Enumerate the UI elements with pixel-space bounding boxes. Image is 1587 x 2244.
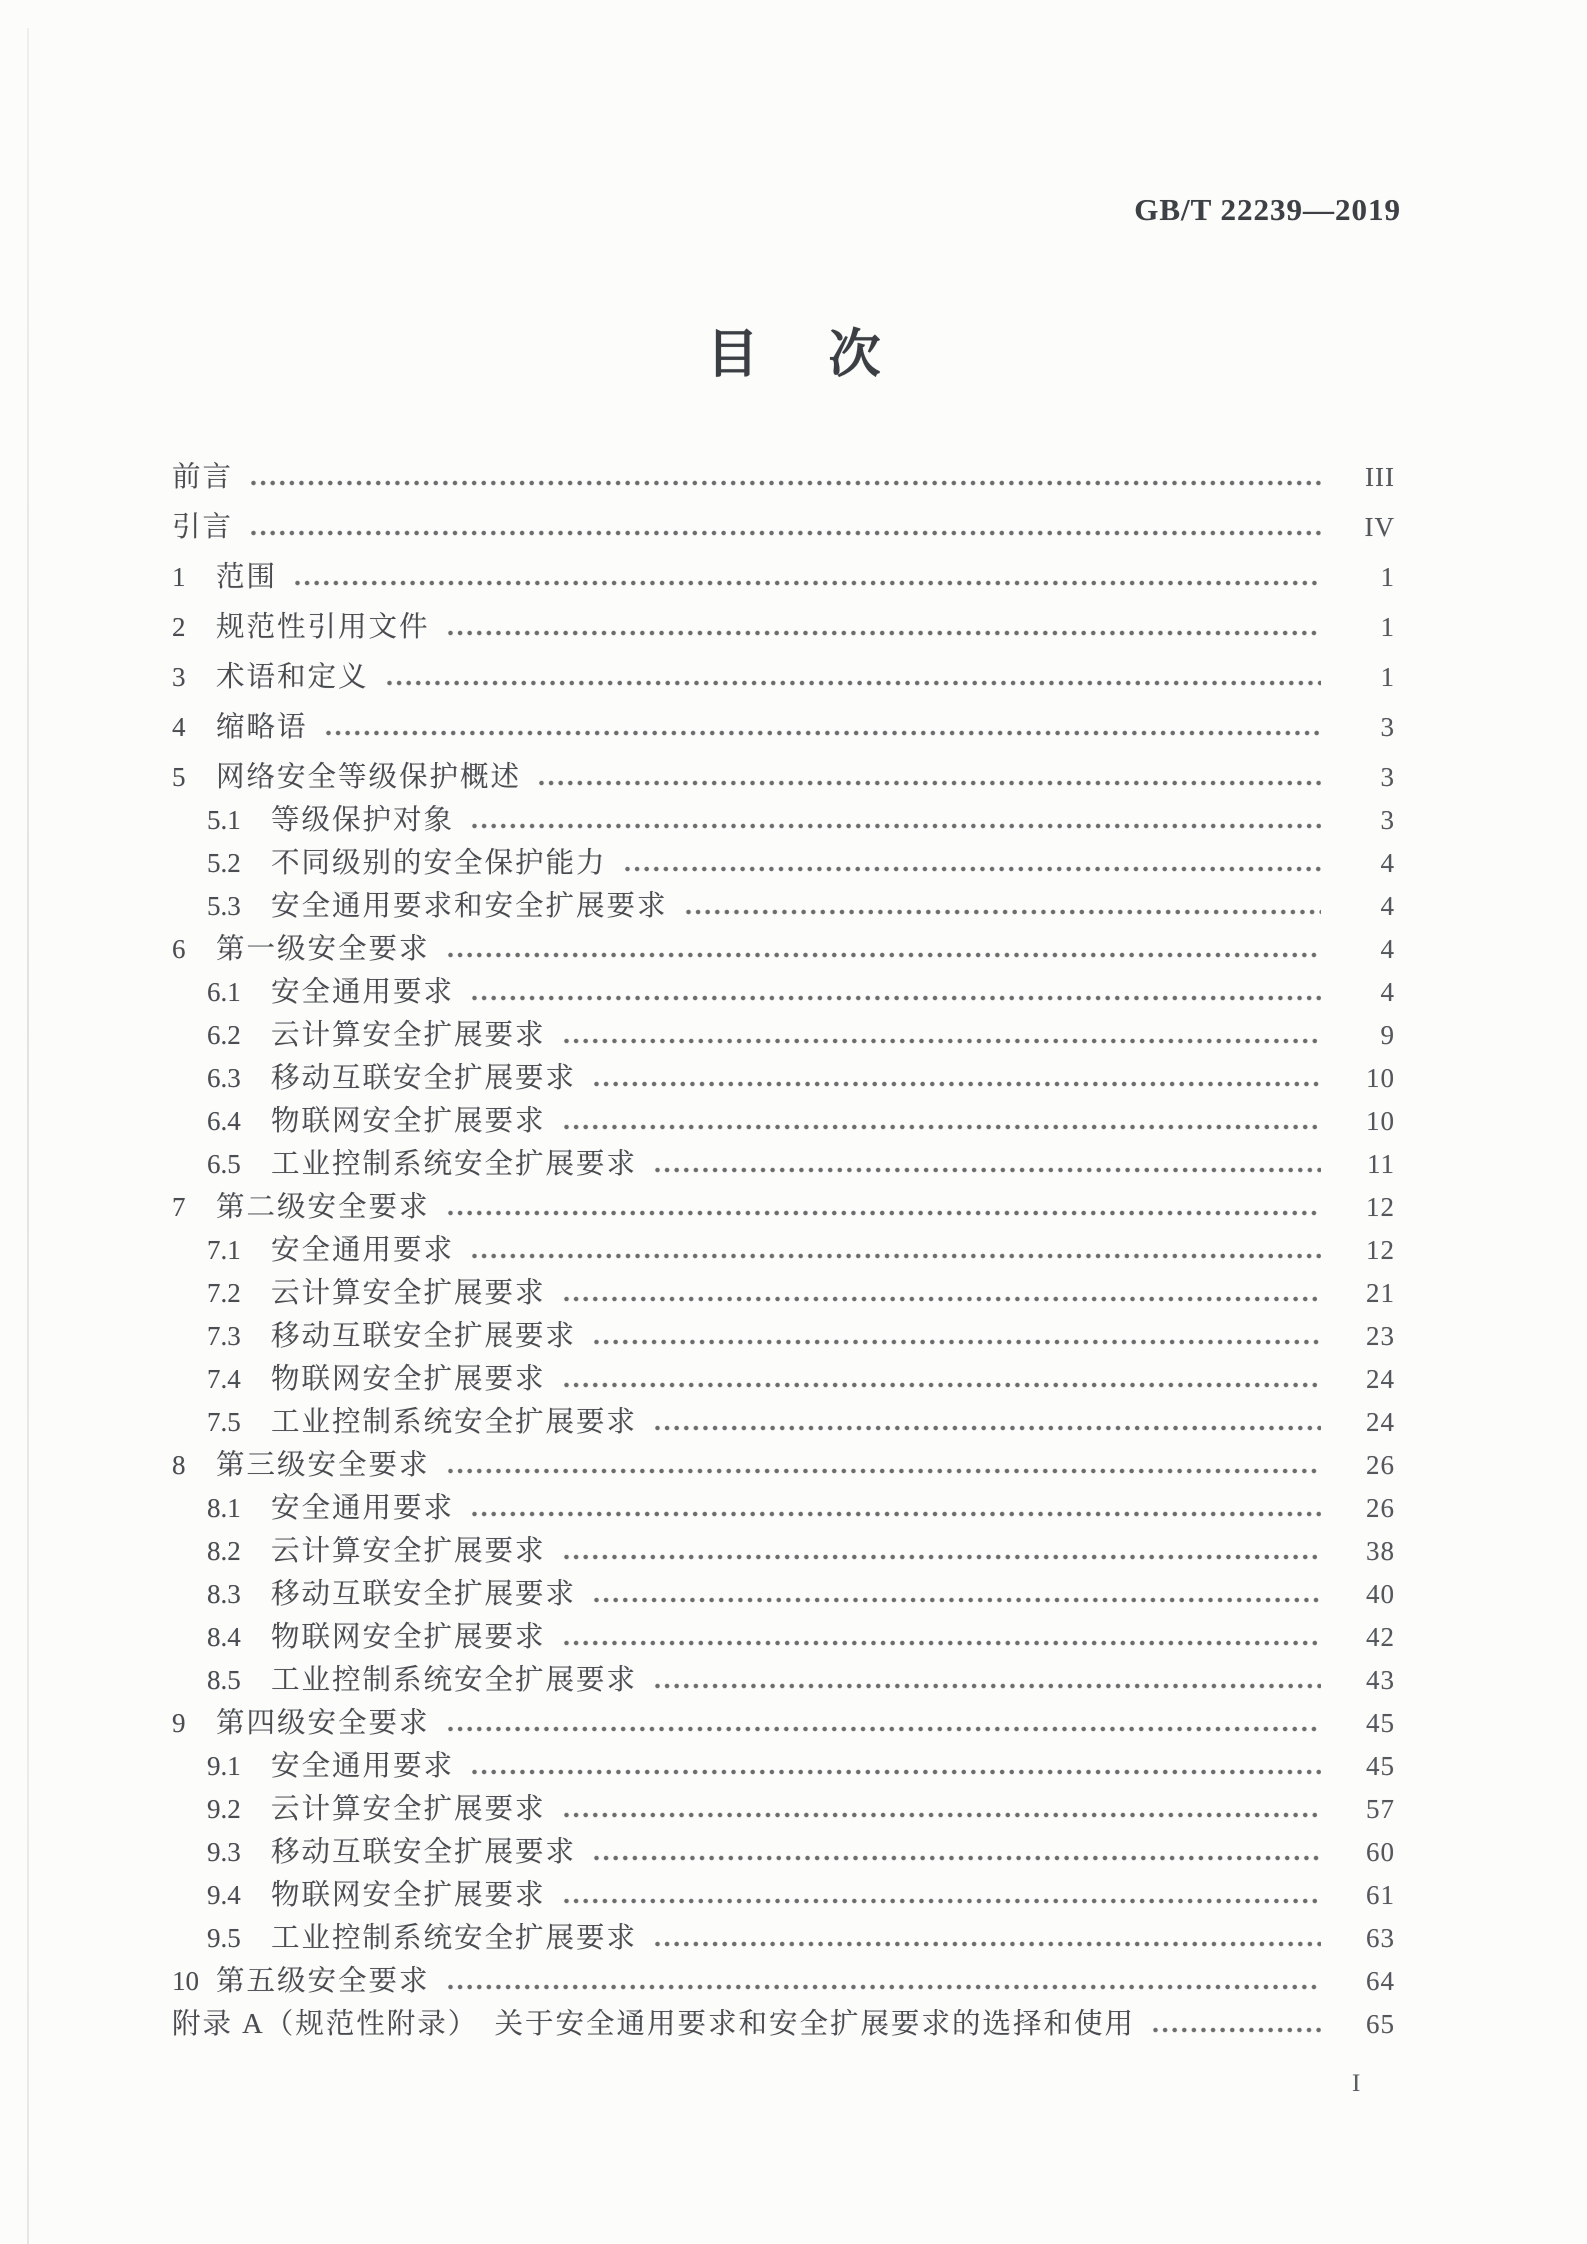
toc-leader-dots	[562, 1035, 1321, 1047]
toc-entry-label: 引言	[172, 512, 234, 543]
toc-entry-number: 9	[172, 1708, 186, 1738]
toc-entry	[172, 977, 1395, 1008]
toc-entry-label: 范围	[216, 562, 278, 593]
toc-leader-dots	[537, 777, 1321, 789]
toc-entry-label: 前言	[172, 462, 234, 493]
toc-entry-page: 3	[1380, 712, 1395, 742]
toc-entry	[172, 562, 1395, 593]
toc-entry-label: 安全通用要求和安全扩展要求	[271, 891, 668, 922]
toc-entry-label: 物联网安全扩展要求	[271, 1880, 546, 1911]
toc-entry-label: 第二级安全要求	[216, 1192, 430, 1223]
toc-entry	[172, 762, 1395, 793]
toc-entry-number: 6.1	[207, 977, 241, 1007]
toc-leader-dots	[249, 477, 1321, 489]
toc-entry	[172, 1665, 1395, 1696]
toc-entry-page: 43	[1366, 1665, 1395, 1695]
toc-entry-number: 9.5	[207, 1923, 241, 1953]
toc-entry	[172, 512, 1395, 543]
toc-entry	[172, 612, 1395, 643]
toc-entry-number: 7.4	[207, 1364, 241, 1394]
toc-entry	[172, 1579, 1395, 1610]
toc-entry-number: 3	[172, 662, 186, 692]
toc-entry	[172, 1536, 1395, 1567]
toc-entry-page: 1	[1380, 662, 1395, 692]
toc-entry	[172, 891, 1395, 922]
toc-leader-dots	[562, 1809, 1321, 1821]
toc-leader-dots	[684, 906, 1321, 918]
toc-entry-number: 10	[172, 1966, 199, 1996]
toc-leader-dots	[470, 1508, 1321, 1520]
toc-entry-page: 24	[1366, 1407, 1395, 1437]
toc-entry-page: 4	[1380, 977, 1395, 1007]
toc-entry-label: 云计算安全扩展要求	[271, 1278, 546, 1309]
toc-entry-number: 7	[172, 1192, 186, 1222]
toc-entry-label: 第一级安全要求	[216, 934, 430, 965]
toc-entry-number: 5.1	[207, 805, 241, 835]
toc-entry-label: 第四级安全要求	[216, 1708, 430, 1739]
toc-entry	[172, 805, 1395, 836]
toc-leader-dots	[653, 1680, 1321, 1692]
toc-entry-number: 9.3	[207, 1837, 241, 1867]
toc-leader-dots	[446, 949, 1321, 961]
toc-entry-page: 60	[1366, 1837, 1395, 1867]
toc-entry	[172, 1278, 1395, 1309]
toc-leader-dots	[592, 1078, 1321, 1090]
toc-entry-page: 11	[1367, 1149, 1395, 1179]
toc-entry-page: 45	[1366, 1708, 1395, 1738]
toc-entry-label: 网络安全等级保护概述	[216, 762, 522, 793]
standard-number: GB/T 22239—2019	[1134, 192, 1401, 227]
toc-leader-dots	[562, 1551, 1321, 1563]
toc-entry	[172, 1235, 1395, 1266]
toc-entry-page: 21	[1366, 1278, 1395, 1308]
toc-leader-dots	[446, 627, 1321, 639]
toc-entry-page: 26	[1366, 1493, 1395, 1523]
toc-entry	[172, 1321, 1395, 1352]
toc-leader-dots	[653, 1422, 1321, 1434]
toc-leader-dots	[562, 1121, 1321, 1133]
toc-entry-number: 5	[172, 762, 186, 792]
toc-entry-page: 1	[1380, 562, 1395, 592]
toc-entry	[172, 1493, 1395, 1524]
toc-leader-dots	[562, 1637, 1321, 1649]
toc-entry	[172, 1837, 1395, 1868]
toc-leader-dots	[446, 1465, 1321, 1477]
toc-leader-dots	[446, 1981, 1321, 1993]
toc-entry-label: 工业控制系统安全扩展要求	[271, 1149, 638, 1180]
toc-entry-number: 8.3	[207, 1579, 241, 1609]
toc-leader-dots	[470, 1250, 1321, 1262]
toc-entry	[172, 848, 1395, 879]
toc-entry-number: 2	[172, 612, 186, 642]
toc-entry-number: 1	[172, 562, 186, 592]
toc-entry	[172, 2009, 1395, 2040]
toc-entry-number: 8.5	[207, 1665, 241, 1695]
toc-entry-number: 8.4	[207, 1622, 241, 1652]
toc-leader-dots	[446, 1723, 1321, 1735]
toc-leader-dots	[592, 1594, 1321, 1606]
toc-entry-label: 安全通用要求	[271, 1751, 455, 1782]
toc-entry-page: 65	[1366, 2009, 1395, 2039]
toc-entry	[172, 1751, 1395, 1782]
toc-entry-number: 8	[172, 1450, 186, 1480]
toc-entry-number: 8.2	[207, 1536, 241, 1566]
toc-leader-dots	[562, 1895, 1321, 1907]
toc-list	[172, 462, 1395, 2052]
toc-entry-number: 5.2	[207, 848, 241, 878]
toc-leader-dots	[446, 1207, 1321, 1219]
toc-entry-number: 8.1	[207, 1493, 241, 1523]
toc-entry-number: 9.1	[207, 1751, 241, 1781]
toc-entry-page: 57	[1366, 1794, 1395, 1824]
toc-entry-label: 安全通用要求	[271, 977, 455, 1008]
toc-entry-page: 24	[1366, 1364, 1395, 1394]
toc-entry-page: 1	[1380, 612, 1395, 642]
toc-entry-page: 64	[1366, 1966, 1395, 1996]
toc-entry	[172, 1708, 1395, 1739]
toc-leader-dots	[249, 527, 1321, 539]
toc-leader-dots	[653, 1938, 1321, 1950]
toc-leader-dots	[623, 863, 1321, 875]
toc-leader-dots	[1151, 2024, 1321, 2036]
toc-entry	[172, 1063, 1395, 1094]
toc-entry-number: 5.3	[207, 891, 241, 921]
toc-entry-page: 10	[1366, 1063, 1395, 1093]
toc-entry-number: 7.5	[207, 1407, 241, 1437]
toc-entry-label: 移动互联安全扩展要求	[271, 1579, 577, 1610]
toc-entry	[172, 1923, 1395, 1954]
toc-entry	[172, 1794, 1395, 1825]
toc-entry-label: 缩略语	[216, 712, 308, 743]
toc-entry-label: 物联网安全扩展要求	[271, 1622, 546, 1653]
toc-leader-dots	[592, 1852, 1321, 1864]
toc-entry	[172, 1450, 1395, 1481]
toc-entry-page: 3	[1380, 762, 1395, 792]
toc-entry	[172, 1880, 1395, 1911]
toc-entry-label: 物联网安全扩展要求	[271, 1364, 546, 1395]
toc-entry-label: 移动互联安全扩展要求	[271, 1321, 577, 1352]
toc-entry-page: 38	[1366, 1536, 1395, 1566]
toc-entry-label: 工业控制系统安全扩展要求	[271, 1923, 638, 1954]
toc-entry-label: 等级保护对象	[271, 805, 455, 836]
toc-entry	[172, 1149, 1395, 1180]
toc-entry-label: 云计算安全扩展要求	[271, 1536, 546, 1567]
toc-entry	[172, 1106, 1395, 1137]
toc-entry-page: 4	[1380, 934, 1395, 964]
toc-entry-label: 附录 A（规范性附录） 关于安全通用要求和安全扩展要求的选择和使用	[172, 2009, 1135, 2040]
toc-entry-page: III	[1365, 462, 1395, 492]
toc-entry-number: 6.3	[207, 1063, 241, 1093]
toc-entry-label: 云计算安全扩展要求	[271, 1794, 546, 1825]
toc-entry-label: 安全通用要求	[271, 1235, 455, 1266]
toc-leader-dots	[293, 577, 1321, 589]
toc-entry-label: 移动互联安全扩展要求	[271, 1063, 577, 1094]
toc-entry-page: 12	[1366, 1235, 1395, 1265]
toc-entry-number: 7.2	[207, 1278, 241, 1308]
toc-entry-number: 6.4	[207, 1106, 241, 1136]
toc-entry-label: 工业控制系统安全扩展要求	[271, 1665, 638, 1696]
toc-entry-number: 9.4	[207, 1880, 241, 1910]
toc-entry-page: 10	[1366, 1106, 1395, 1136]
toc-entry-label: 第三级安全要求	[216, 1450, 430, 1481]
toc-entry-page: IV	[1364, 512, 1395, 542]
toc-entry-label: 移动互联安全扩展要求	[271, 1837, 577, 1868]
toc-leader-dots	[470, 992, 1321, 1004]
toc-entry-number: 7.3	[207, 1321, 241, 1351]
toc-entry	[172, 1622, 1395, 1653]
toc-entry	[172, 1192, 1395, 1223]
toc-entry-page: 42	[1366, 1622, 1395, 1652]
toc-entry-page: 23	[1366, 1321, 1395, 1351]
footer-page-number: I	[1352, 2070, 1361, 2097]
toc-entry-page: 4	[1380, 848, 1395, 878]
toc-entry-label: 工业控制系统安全扩展要求	[271, 1407, 638, 1438]
toc-entry-page: 26	[1366, 1450, 1395, 1480]
toc-entry	[172, 1966, 1395, 1997]
toc-entry-page: 9	[1380, 1020, 1395, 1050]
toc-entry-page: 45	[1366, 1751, 1395, 1781]
toc-entry	[172, 934, 1395, 965]
toc-entry-label: 第五级安全要求	[216, 1966, 430, 1997]
toc-entry-number: 4	[172, 712, 186, 742]
toc-entry-number: 6.5	[207, 1149, 241, 1179]
toc-entry-page: 12	[1366, 1192, 1395, 1222]
toc-entry-label: 不同级别的安全保护能力	[271, 848, 607, 879]
toc-leader-dots	[324, 727, 1321, 739]
toc-entry-page: 3	[1380, 805, 1395, 835]
toc-leader-dots	[385, 677, 1321, 689]
toc-entry	[172, 712, 1395, 743]
toc-entry-page: 63	[1366, 1923, 1395, 1953]
toc-entry-number: 6.2	[207, 1020, 241, 1050]
toc-title: 目次	[706, 327, 951, 384]
toc-entry-label: 规范性引用文件	[216, 612, 430, 643]
toc-entry-label: 术语和定义	[216, 662, 369, 693]
toc-leader-dots	[653, 1164, 1321, 1176]
toc-entry	[172, 1020, 1395, 1051]
toc-leader-dots	[470, 820, 1321, 832]
toc-entry	[172, 662, 1395, 693]
toc-entry	[172, 462, 1395, 493]
toc-leader-dots	[562, 1379, 1321, 1391]
toc-leader-dots	[470, 1766, 1321, 1778]
toc-entry-page: 4	[1380, 891, 1395, 921]
toc-entry-page: 61	[1366, 1880, 1395, 1910]
toc-entry	[172, 1407, 1395, 1438]
toc-leader-dots	[562, 1293, 1321, 1305]
toc-entry-label: 安全通用要求	[271, 1493, 455, 1524]
toc-entry-label: 物联网安全扩展要求	[271, 1106, 546, 1137]
toc-entry-number: 9.2	[207, 1794, 241, 1824]
toc-entry-label: 云计算安全扩展要求	[271, 1020, 546, 1051]
toc-entry-number: 6	[172, 934, 186, 964]
toc-entry-page: 40	[1366, 1579, 1395, 1609]
toc-entry	[172, 1364, 1395, 1395]
toc-entry-number: 7.1	[207, 1235, 241, 1265]
toc-leader-dots	[592, 1336, 1321, 1348]
